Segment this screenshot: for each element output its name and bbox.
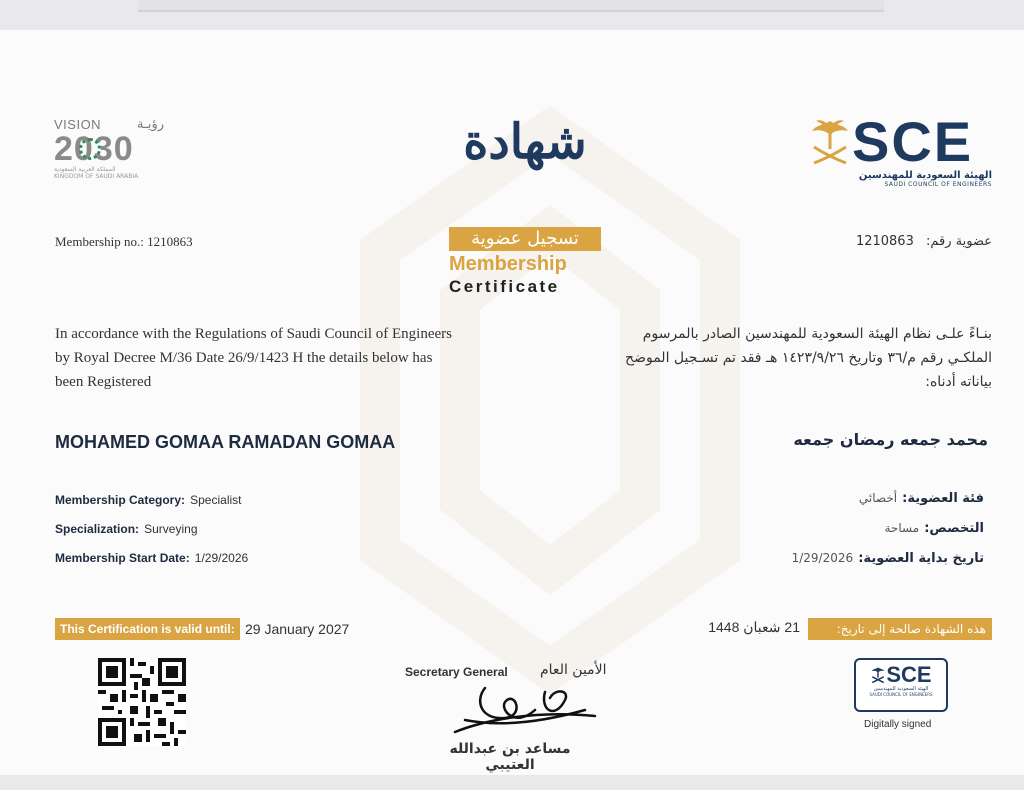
sce-name-en: SAUDI COUNCIL OF ENGINEERS <box>884 181 992 188</box>
intro-ar-line: بياناته أدناه: <box>925 374 992 390</box>
detail-label: Membership Category: <box>55 493 186 507</box>
title-certificate: Certificate <box>449 277 560 296</box>
detail-label: Specialization: <box>55 522 140 536</box>
membership-no-ar <box>770 234 992 249</box>
stamp-palm-icon <box>870 666 886 684</box>
certificate-title-block <box>440 114 610 170</box>
member-name-en: MOHAMED GOMAA RAMADAN GOMAA <box>55 432 396 452</box>
membership-no-value-ar: 1210863 <box>855 234 914 249</box>
stamp-wordmark: SCE <box>886 662 932 687</box>
detail-value-ar: مساحة <box>884 521 920 535</box>
qr-code-icon <box>98 658 186 746</box>
intro-ar-line: الملكـي رقم م/٣٦ وتاريخ ١٤٢٣/٩/٢٦ هـ فقد تم تسـجيل الموضح <box>625 350 992 366</box>
sce-digital-stamp <box>854 658 948 712</box>
valid-until-badge-ar: هذه الشهادة صالحة إلى تاريخ: <box>808 618 992 640</box>
membership-no-value: 1210863 <box>147 234 193 249</box>
handwritten-signature <box>445 680 605 740</box>
detail-value: Specialist <box>190 493 242 507</box>
detail-value-ar: أخصائي <box>858 491 898 505</box>
membership-no-label-ar: عضوية رقم: <box>926 234 992 249</box>
intro-en-line: In accordance with the Regulations of Saudi Council of Engineers <box>55 326 452 342</box>
sce-name-ar: الهيئة السعودية للمهندسين <box>858 170 992 181</box>
detail-value: 1/29/2026 <box>194 551 249 565</box>
valid-until-badge: This Certification is valid until: <box>55 618 240 640</box>
details-ar <box>700 483 984 573</box>
detail-row-category-ar <box>700 483 984 513</box>
watermark-pattern <box>340 90 760 710</box>
sce-wordmark: SCE <box>852 110 974 173</box>
title-shahada-ar: شهادة <box>463 114 587 170</box>
valid-until-date: 29 January 2027 <box>245 621 350 637</box>
vision-sub-ar: المملكة العربية السعودية <box>54 166 116 173</box>
detail-row-specialization-ar <box>700 513 984 543</box>
intro-en-line: been Registered <box>55 374 152 390</box>
detail-row-start-date <box>55 543 248 572</box>
digitally-signed-label: Digitally signed <box>864 719 932 730</box>
vision-emblem-icon <box>79 138 101 160</box>
intro-en-line: by Royal Decree M/36 Date 26/9/1423 H the details below has <box>55 350 433 366</box>
intro-ar <box>540 322 992 394</box>
membership-certificate <box>0 30 1024 775</box>
detail-label-ar: التخصص: <box>924 521 984 536</box>
secretary-title-ar: الأمين العام <box>540 662 607 678</box>
valid-until-date-ar: 21 شعبان 1448 <box>708 619 800 635</box>
membership-no-en <box>55 234 193 250</box>
sce-logo <box>808 110 998 188</box>
title-band-ar: تسجيل عضوية <box>449 227 601 251</box>
title-membership: Membership <box>449 253 567 275</box>
detail-row-specialization <box>55 514 248 543</box>
intro-ar-line: بنـاءً علـى نظام الهيئة السعودية للمهندسين الصادر بالمرسوم <box>642 326 992 342</box>
vision-sub-en: KINGDOM OF SAUDI ARABIA <box>54 173 139 180</box>
member-name-ar: محمد جمعه رمضان جمعه <box>793 430 988 449</box>
signer-name-ar: مساعد بن عبدالله العتيبي <box>449 741 571 773</box>
intro-en <box>55 322 505 394</box>
detail-label: Membership Start Date: <box>55 551 190 565</box>
membership-no-label: Membership no.: <box>55 234 144 249</box>
palm-swords-icon <box>808 117 852 167</box>
detail-row-start-date-ar <box>700 543 984 573</box>
vision-year: 2030 <box>54 130 134 168</box>
detail-value-ar: 1/29/2026 <box>791 551 854 565</box>
detail-label-ar: فئة العضوية: <box>902 491 984 506</box>
detail-value: Surveying <box>144 522 198 536</box>
stamp-name-en: SAUDI COUNCIL OF ENGINEERS <box>869 692 933 697</box>
detail-label-ar: تاريخ بداية العضوية: <box>858 551 984 566</box>
top-scroll-edge <box>138 0 884 12</box>
details-en <box>55 485 248 572</box>
detail-row-category <box>55 485 248 514</box>
vision-label: VISION <box>54 116 102 132</box>
secretary-title-en: Secretary General <box>405 665 508 679</box>
vision-2030-logo <box>54 116 164 180</box>
stamp-name-ar: الهيئة السعودية للمهندسين <box>873 686 929 692</box>
vision-label-ar: رؤيـة <box>137 116 164 131</box>
